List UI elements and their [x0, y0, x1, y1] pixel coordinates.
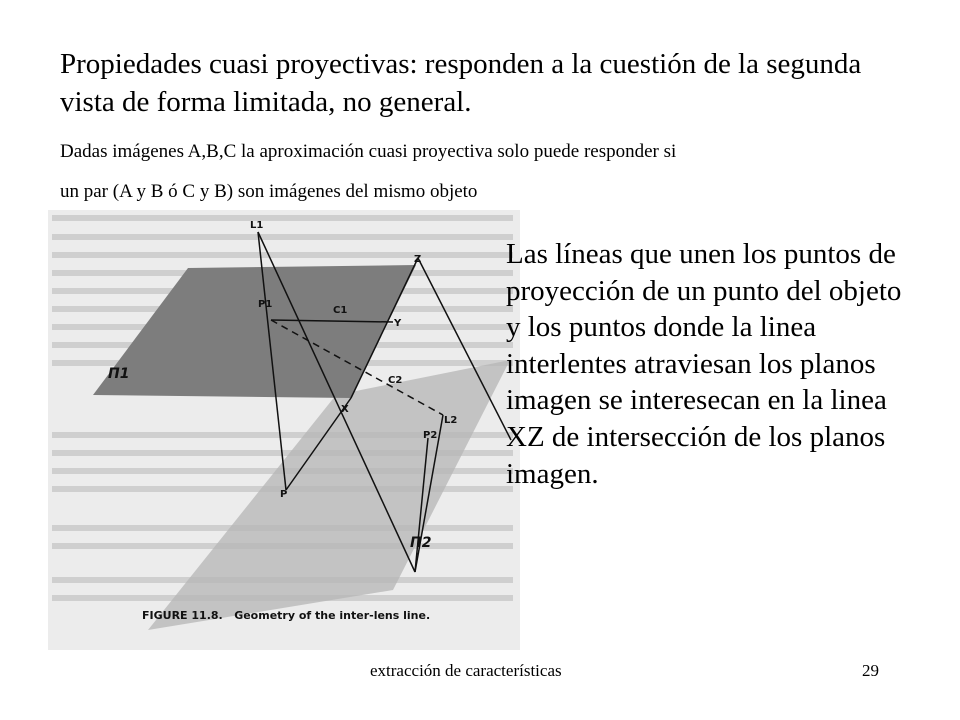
- label-c2: C2: [388, 375, 403, 386]
- label-c1: C1: [333, 305, 348, 316]
- label-p1: P1: [258, 299, 273, 310]
- footer-title: extracción de características: [370, 661, 562, 680]
- slide-title: Propiedades cuasi proyectivas: responden a la cuestión de la segunda vista de forma limitada, no general.: [60, 48, 862, 118]
- label-pi1: Π1: [108, 366, 130, 382]
- label-p2: P2: [423, 430, 438, 441]
- subtitle-line-1: Dadas imágenes A,B,C la aproximación cuasi proyectiva solo puede responder si: [60, 141, 677, 162]
- label-p: P: [280, 489, 288, 500]
- label-l1: L1: [250, 220, 264, 231]
- page-number: 29: [862, 661, 879, 680]
- label-l2: L2: [444, 415, 458, 426]
- inter-lens-geometry-figure: [48, 210, 520, 650]
- subtitle-line-2: un par (A y B ó C y B) son imágenes del mismo objeto: [60, 181, 478, 202]
- side-explanation: Las líneas que unen los puntos de proyección de un punto del objeto y los puntos donde la linea interlentes atraviesan los planos imagen se interesecan en la linea XZ de intersección de los planos imagen.: [506, 238, 902, 490]
- label-y: Y: [394, 318, 402, 329]
- figure-svg: [48, 210, 520, 650]
- label-z: Z: [414, 254, 422, 265]
- label-x: X: [341, 404, 349, 415]
- label-pi2: Π2: [410, 535, 432, 551]
- figure-caption: FIGURE 11.8. Geometry of the inter-lens line.: [142, 609, 431, 622]
